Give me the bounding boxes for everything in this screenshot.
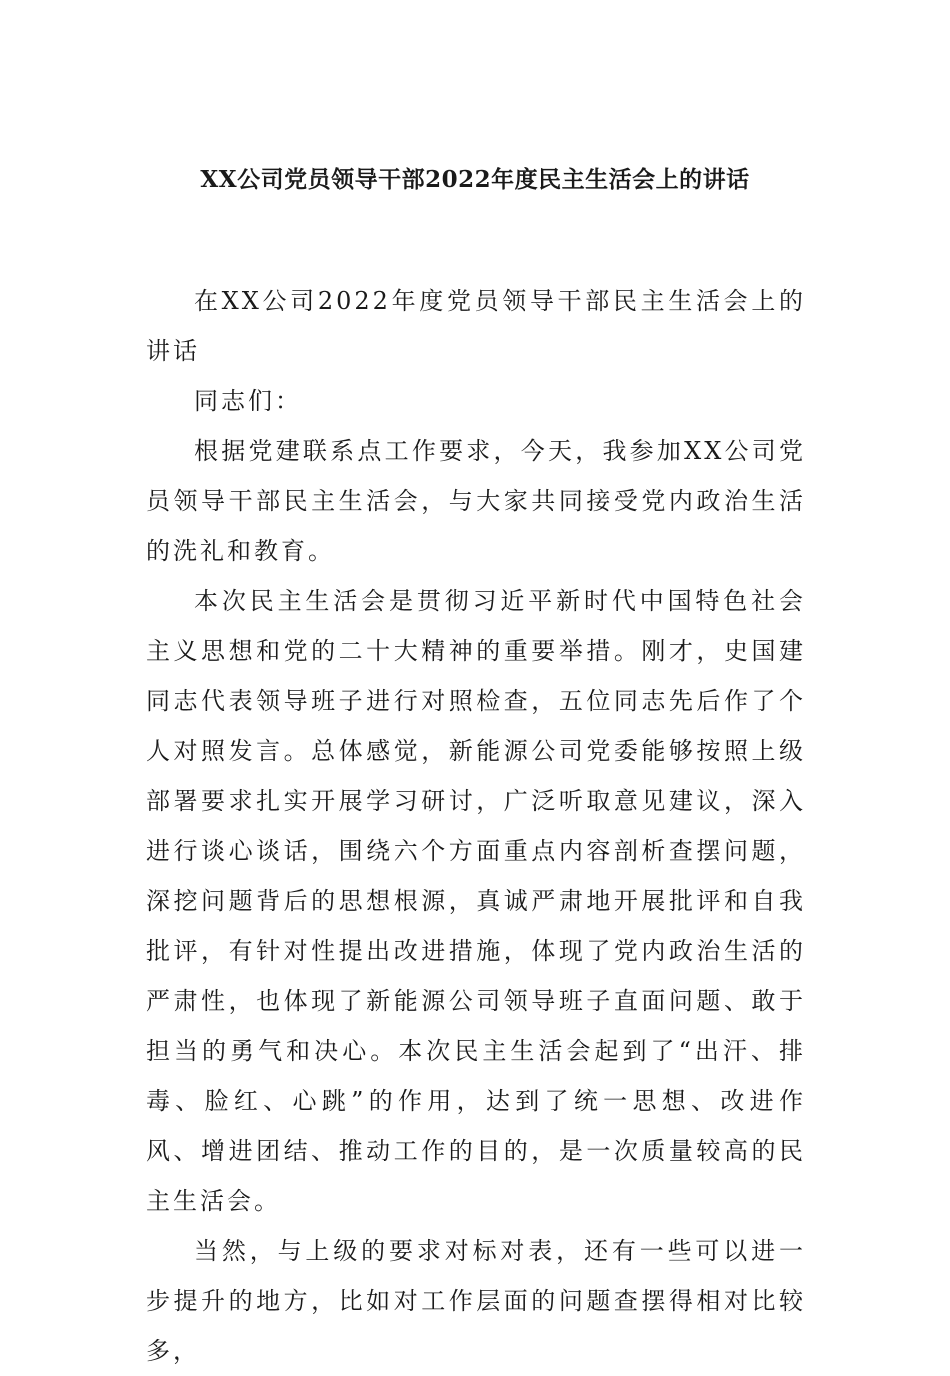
paragraph-improvement: 当然，与上级的要求对标对表，还有一些可以进一步提升的地方，比如对工作层面的问题查摆得相对比较多， <box>146 1237 806 1365</box>
paragraph-intro: 根据党建联系点工作要求，今天，我参加XX公司党员领导干部民主生活会，与大家共同接受党内政治生活的洗礼和教育。 <box>146 437 806 565</box>
paragraph-salutation: 同志们： <box>194 387 302 415</box>
document-title: XX公司党员领导干部2022年度民主生活会上的讲话 <box>200 166 750 193</box>
document-body <box>146 276 806 1376</box>
paragraph-assessment: 本次民主生活会是贯彻习近平新时代中国特色社会主义思想和党的二十大精神的重要举措。刚才，史国建同志代表领导班子进行对照检查，五位同志先后作了个人对照发言。总体感觉，新能源公司党委能够按照上级部署要求扎实开展学习研讨，广泛听取意见建议，深入进行谈心谈话，围绕六个方面重点内容剖析查摆问题，深挖问题背后的思想根源，真诚严肃地开展批评和自我批评，有针对性提出改进措施，体现了党内政治生活的严肃性，也体现了新能源公司领导班子直面问题、敢于担当的勇气和决心。本次民主生活会起到了“出汗、排毒、脸红、心跳”的作用，达到了统一思想、改进作风、增进团结、推动工作的目的，是一次质量较高的民主生活会。 <box>146 587 806 1215</box>
paragraph-subtitle: 在XX公司2022年度党员领导干部民主生活会上的讲话 <box>146 287 806 365</box>
